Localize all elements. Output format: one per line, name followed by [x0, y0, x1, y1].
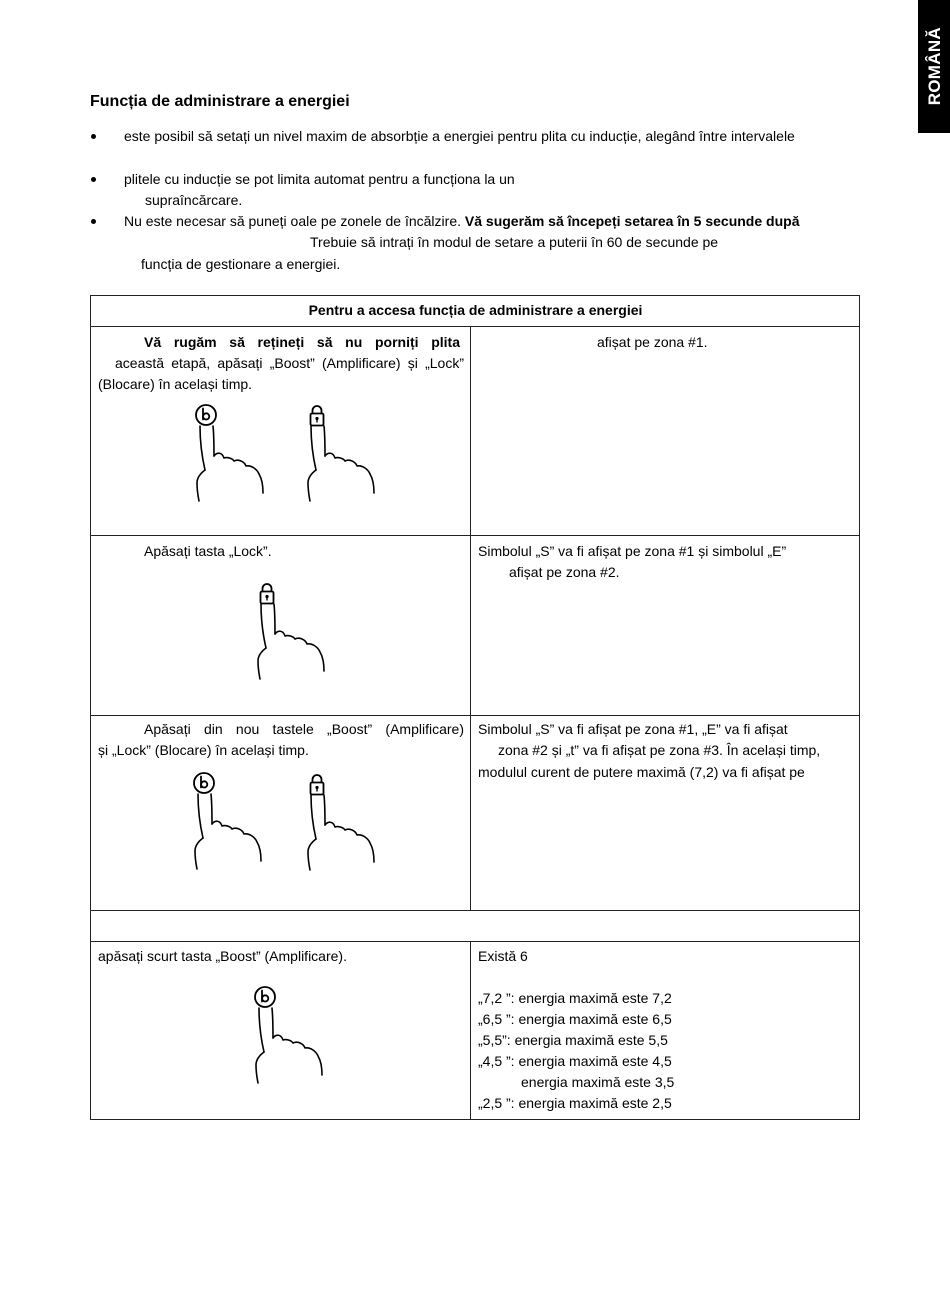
cell-text-line: Apăsați din nou tastele „Boost” (Amplificare)	[144, 721, 464, 737]
lock-key-hand-icon	[252, 581, 332, 681]
cell-text-line: apăsați scurt tasta „Boost” (Amplificare).	[98, 948, 347, 964]
lock-key-hand-icon	[302, 403, 382, 503]
table-cell-result	[470, 326, 860, 535]
cell-text-line: afișat pe zona #1.	[597, 334, 708, 350]
boost-key-hand-icon	[191, 403, 271, 503]
power-level-line: „5,5”: energia maximă este 5,5	[478, 1032, 668, 1048]
table-cell-step	[90, 535, 470, 715]
cell-text-line: această etapă, apăsați „Boost” (Amplificare) și „Lock”	[115, 355, 464, 371]
power-level-line: „7,2 ”: energia maximă este 7,2	[478, 990, 672, 1006]
cell-text-line: Simbolul „S” va fi afișat pe zona #1 și simbolul „E”	[478, 543, 787, 559]
cell-text-line: modulul curent de putere maximă (7,2) va fi afișat pe	[478, 764, 805, 780]
table-cell-step	[90, 941, 470, 1119]
bullet-text-line: Trebuie să intrați în modul de setare a puterii în 60 de secunde pe	[310, 234, 719, 250]
table-cell-result	[470, 535, 860, 715]
power-level-line: „6,5 ”: energia maximă este 6,5	[478, 1011, 672, 1027]
bullet-text-line: este posibil să setați un nivel maxim de absorbție a energiei pentru plita cu inducție, alegând între intervalele	[124, 128, 795, 144]
bullet-text-line	[124, 213, 799, 229]
table-empty-row	[90, 910, 860, 941]
cell-text-line: Apăsați tasta „Lock”.	[144, 543, 272, 559]
table-header-cell	[90, 295, 860, 326]
bullet-marker	[91, 219, 96, 224]
bullet-marker	[91, 134, 96, 139]
table-header-text: Pentru a accesa funcția de administrare a energiei	[308, 302, 643, 318]
bullet-text-line: supraîncărcare.	[145, 192, 243, 208]
bullet-text-line: funcția de gestionare a energiei.	[141, 256, 341, 272]
boost-key-hand-icon	[250, 985, 330, 1085]
lock-key-hand-icon	[302, 772, 382, 872]
cell-text-line: Există 6	[478, 948, 528, 964]
boost-key-hand-icon	[189, 771, 269, 871]
power-level-line: „4,5 ”: energia maximă este 4,5	[478, 1053, 672, 1069]
language-tab-label: ROMÂNĂ	[924, 27, 944, 106]
cell-text-line: Simbolul „S” va fi afișat pe zona #1, „E” va fi afișat	[478, 721, 788, 737]
bullet-lead-bold-text: Vă sugerăm să începeți setarea în 5 secunde după	[464, 213, 800, 229]
table-cell-result	[470, 715, 860, 910]
table-cell-step	[90, 715, 470, 910]
cell-text-line: afișat pe zona #2.	[509, 564, 620, 580]
power-level-line: „2,5 ”: energia maximă este 2,5	[478, 1095, 672, 1111]
bullet-marker	[91, 177, 96, 182]
bullet-lead-text: Nu este necesar să puneți oale pe zonele de încălzire.	[124, 213, 465, 229]
table-cell-step	[90, 326, 470, 535]
language-tab	[918, 0, 950, 133]
power-level-line: energia maximă este 3,5	[521, 1074, 675, 1090]
cell-text-line: (Blocare) în același timp.	[98, 376, 253, 392]
table-cell-result	[470, 941, 860, 1119]
cell-text-line: zona #2 și „t” va fi afișat pe zona #3. În același timp,	[498, 742, 821, 758]
cell-text-line: Vă rugăm să rețineți să nu porniți plita	[144, 334, 460, 350]
cell-text-line: și „Lock” (Blocare) în același timp.	[98, 742, 309, 758]
bullet-text-line: plitele cu inducție se pot limita automat pentru a funcționa la un	[124, 171, 515, 187]
section-heading: Funcția de administrare a energiei	[90, 93, 350, 110]
